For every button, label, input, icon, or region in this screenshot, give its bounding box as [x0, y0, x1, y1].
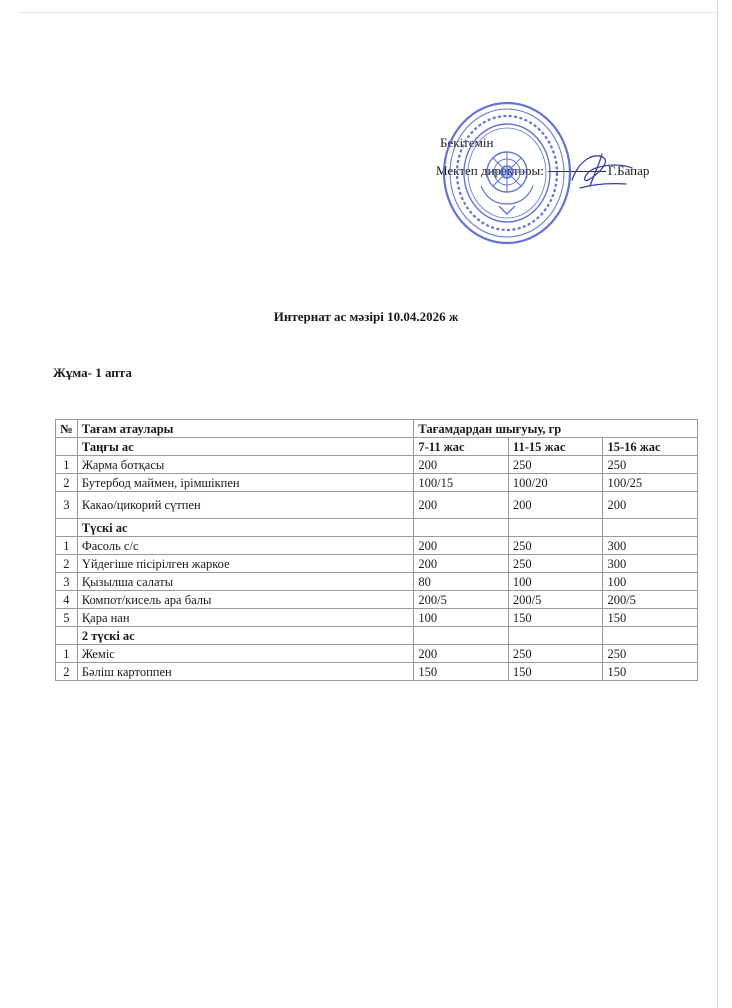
portion-value: 300 [603, 555, 698, 573]
header-dish-name: Тағам атаулары [77, 420, 414, 438]
empty-cell [508, 519, 603, 537]
empty-cell [414, 627, 509, 645]
portion-value: 200/5 [508, 591, 603, 609]
portion-value: 200/5 [414, 591, 509, 609]
row-number: 1 [56, 645, 78, 663]
row-number: 1 [56, 456, 78, 474]
director-name: Г.Бапар [607, 163, 650, 178]
approval-heading: Бекітемін [440, 135, 494, 150]
portion-value: 250 [603, 645, 698, 663]
portion-value: 300 [603, 537, 698, 555]
portion-value: 150 [508, 609, 603, 627]
header-num: № [56, 420, 78, 438]
row-number: 2 [56, 474, 78, 492]
table-row [56, 609, 698, 627]
portion-value: 200 [508, 492, 603, 519]
dish-name: Қара нан [77, 609, 414, 627]
week-subtitle: Жұма- 1 апта [53, 365, 132, 380]
table-row [56, 456, 698, 474]
portion-value: 150 [414, 663, 509, 681]
portion-value: 250 [603, 456, 698, 474]
dish-name: Жарма ботқасы [77, 456, 414, 474]
director-label: Мектеп директоры: [436, 163, 544, 178]
portion-value: 150 [603, 663, 698, 681]
table-row [56, 537, 698, 555]
section-row [56, 519, 698, 537]
dish-name: Бутербод маймен, ірімшікпен [77, 474, 414, 492]
row-number: 2 [56, 555, 78, 573]
table-row [56, 591, 698, 609]
row-number: 3 [56, 492, 78, 519]
portion-value: 100/20 [508, 474, 603, 492]
table-header-row [56, 420, 698, 438]
portion-value: 80 [414, 573, 509, 591]
menu-table [55, 419, 698, 681]
dish-name: Бәліш картоппен [77, 663, 414, 681]
table-row [56, 474, 698, 492]
dish-name: Компот/кисель ара балы [77, 591, 414, 609]
dish-name: Қызылша салаты [77, 573, 414, 591]
row-number: 3 [56, 573, 78, 591]
section-row [56, 438, 698, 456]
portion-value: 200/5 [603, 591, 698, 609]
row-number: 5 [56, 609, 78, 627]
table-row [56, 573, 698, 591]
portion-value: 250 [508, 645, 603, 663]
portion-value: 100 [508, 573, 603, 591]
age-group-label: 15-16 жас [603, 438, 698, 456]
portion-value: 100 [414, 609, 509, 627]
handwritten-signature-icon [566, 150, 638, 194]
portion-value: 100 [603, 573, 698, 591]
age-group-label: 11-15 жас [508, 438, 603, 456]
empty-cell [603, 519, 698, 537]
section-num-cell [56, 438, 78, 456]
portion-value: 200 [414, 645, 509, 663]
portion-value: 250 [508, 555, 603, 573]
portion-value: 250 [508, 456, 603, 474]
section-num-cell [56, 519, 78, 537]
scan-edge-top [18, 12, 718, 13]
empty-cell [414, 519, 509, 537]
portion-value: 250 [508, 537, 603, 555]
header-output: Тағамдардан шығуыу, гр [414, 420, 698, 438]
table-row [56, 663, 698, 681]
scan-edge-right [717, 0, 718, 1008]
portion-value: 200 [414, 492, 509, 519]
age-group-label: 7-11 жас [414, 438, 509, 456]
section-title: Түскі ас [77, 519, 414, 537]
section-title: 2 түскі ас [77, 627, 414, 645]
portion-value: 150 [508, 663, 603, 681]
official-round-stamp-icon [441, 100, 573, 246]
dish-name: Фасоль с/с [77, 537, 414, 555]
portion-value: 200 [414, 456, 509, 474]
portion-value: 100/25 [603, 474, 698, 492]
row-number: 2 [56, 663, 78, 681]
dish-name: Жеміс [77, 645, 414, 663]
section-row [56, 627, 698, 645]
empty-cell [603, 627, 698, 645]
row-number: 1 [56, 537, 78, 555]
dish-name: Какао/цикорий сүтпен [77, 492, 414, 519]
empty-cell [508, 627, 603, 645]
portion-value: 200 [603, 492, 698, 519]
portion-value: 200 [414, 555, 509, 573]
portion-value: 200 [414, 537, 509, 555]
table-row [56, 555, 698, 573]
row-number: 4 [56, 591, 78, 609]
table-row [56, 492, 698, 519]
portion-value: 150 [603, 609, 698, 627]
dish-name: Үйдегіше пісірілген жаркое [77, 555, 414, 573]
section-title: Таңғы ас [77, 438, 414, 456]
section-num-cell [56, 627, 78, 645]
table-row [56, 645, 698, 663]
document-title: Интернат ас мәзірі 10.04.2026 ж [273, 309, 459, 324]
portion-value: 100/15 [414, 474, 509, 492]
